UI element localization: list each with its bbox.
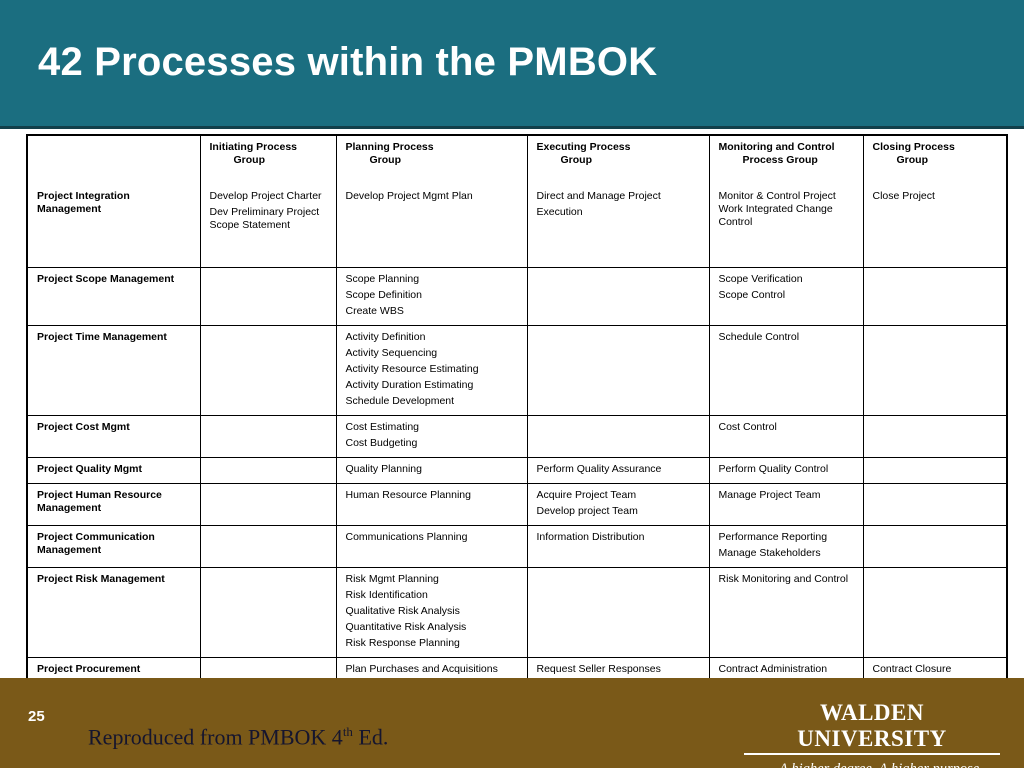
process-cell-initiating <box>200 185 336 267</box>
process-item: Close Project <box>872 190 935 202</box>
process-cell-monitoring <box>709 415 863 457</box>
header-divider <box>0 126 1024 129</box>
process-cell-planning <box>336 525 527 567</box>
process-item: Risk Mgmt Planning <box>345 572 439 585</box>
knowledge-area-cell: Project Human Resource Management <box>28 483 200 525</box>
process-item: Develop Project Mgmt Plan <box>345 190 473 202</box>
process-item: Schedule Development <box>345 394 455 407</box>
table-body <box>28 185 1008 712</box>
header-cell-initiating <box>200 136 336 185</box>
process-item: Cost Estimating <box>345 420 420 433</box>
process-cell-executing <box>527 483 709 525</box>
process-cell-planning <box>336 483 527 525</box>
table-row <box>28 525 1008 567</box>
process-item: Schedule Control <box>718 330 800 343</box>
process-item: Quantitative Risk Analysis <box>345 620 467 633</box>
table-row <box>28 415 1008 457</box>
process-cell-executing <box>527 185 709 267</box>
table-row <box>28 267 1008 325</box>
process-item: Plan Purchases and Acquisitions <box>345 662 498 675</box>
walden-university-logo <box>744 700 1000 778</box>
process-cell-monitoring <box>709 185 863 267</box>
header-line: Group <box>369 154 401 166</box>
page-number: 25 <box>28 708 45 725</box>
process-item: Direct and Manage Project <box>536 190 661 202</box>
header-line: Process Group <box>742 154 818 166</box>
process-cell-closing <box>863 483 1008 525</box>
process-item: Develop Project Charter <box>209 190 322 202</box>
process-table-container <box>26 134 1008 714</box>
process-item: Perform Quality Assurance <box>536 462 662 475</box>
process-cell-monitoring <box>709 457 863 483</box>
process-item: Risk Response Planning <box>345 636 460 649</box>
process-item: Performance Reporting <box>718 530 828 543</box>
process-item: Contract Closure <box>872 662 952 675</box>
process-cell-monitoring <box>709 525 863 567</box>
process-cell-planning <box>336 325 527 415</box>
process-cell-monitoring <box>709 567 863 657</box>
header-cell-monitoring <box>709 136 863 185</box>
knowledge-area-cell: Project Integration Management <box>28 185 200 267</box>
process-cell-executing <box>527 267 709 325</box>
process-cell-closing <box>863 267 1008 325</box>
process-cell-closing <box>863 415 1008 457</box>
knowledge-area-cell: Project Cost Mgmt <box>28 415 200 457</box>
knowledge-area-cell: Project Time Management <box>28 325 200 415</box>
table-row <box>28 483 1008 525</box>
process-item: Create WBS <box>345 304 404 317</box>
header-cell-planning <box>336 136 527 185</box>
process-item: Activity Sequencing <box>345 346 438 359</box>
process-item: Perform Quality Control <box>718 462 829 475</box>
process-item: Monitor & Control Project Work Integrated Change Control <box>718 190 836 228</box>
header-line: Monitoring and Control <box>718 141 835 153</box>
process-item: Contract Administration <box>718 662 828 675</box>
process-item: Scope Control <box>718 288 786 301</box>
process-item: Cost Budgeting <box>345 436 418 449</box>
slide-title: 42 Processes within the PMBOK <box>38 40 658 84</box>
process-item: Dev Preliminary Project Scope Statement <box>209 206 320 231</box>
credit-text: Reproduced from PMBOK 4 <box>88 724 343 750</box>
process-item: Cost Control <box>718 420 777 433</box>
process-cell-executing <box>527 325 709 415</box>
header-line: Closing Process <box>872 141 955 153</box>
process-cell-planning <box>336 457 527 483</box>
process-item: Communications Planning <box>345 530 468 543</box>
process-cell-planning <box>336 567 527 657</box>
knowledge-area-cell: Project Communication Management <box>28 525 200 567</box>
process-item: Human Resource Planning <box>345 488 471 501</box>
knowledge-area-cell: Project Quality Mgmt <box>28 457 200 483</box>
table-header-row <box>28 136 1008 185</box>
process-item: Activity Definition <box>345 330 426 343</box>
process-cell-initiating <box>200 457 336 483</box>
header-cell-executing <box>527 136 709 185</box>
process-item: Manage Stakeholders <box>718 546 821 559</box>
table-row <box>28 185 1008 267</box>
process-item: Scope Definition <box>345 288 422 301</box>
header-line: Initiating Process <box>209 141 298 153</box>
process-cell-planning <box>336 185 527 267</box>
process-item: Develop project Team <box>536 504 638 517</box>
logo-tagline: A higher degree. A higher purpose. <box>779 761 983 777</box>
process-cell-initiating <box>200 267 336 325</box>
process-item: Scope Verification <box>718 272 803 285</box>
process-item: Execution <box>536 206 583 218</box>
process-item: Manage Project Team <box>718 488 821 501</box>
process-cell-closing <box>863 325 1008 415</box>
process-table <box>28 136 1008 712</box>
process-item: Acquire Project Team <box>536 488 637 501</box>
process-cell-closing <box>863 185 1008 267</box>
header-line: Group <box>233 154 265 166</box>
process-cell-executing <box>527 525 709 567</box>
header-line: Group <box>560 154 592 166</box>
process-item: Risk Identification <box>345 588 428 601</box>
credit-superscript: th <box>342 724 353 739</box>
knowledge-area-cell: Project Risk Management <box>28 567 200 657</box>
process-item: Request Seller Responses <box>536 662 661 675</box>
header-cell-closing <box>863 136 1008 185</box>
header-cell-corner <box>28 136 200 185</box>
process-cell-initiating <box>200 415 336 457</box>
process-cell-closing <box>863 567 1008 657</box>
header-line: Executing Process <box>536 141 631 153</box>
process-cell-planning <box>336 267 527 325</box>
table-row <box>28 325 1008 415</box>
table-row <box>28 457 1008 483</box>
process-cell-executing <box>527 457 709 483</box>
process-cell-initiating <box>200 483 336 525</box>
credit-text-end: Ed. <box>352 724 389 750</box>
process-cell-monitoring <box>709 483 863 525</box>
process-item: Quality Planning <box>345 462 422 475</box>
process-cell-initiating <box>200 525 336 567</box>
header-line: Planning Process <box>345 141 434 153</box>
process-item: Activity Duration Estimating <box>345 378 474 391</box>
process-item: Scope Planning <box>345 272 420 285</box>
process-cell-planning <box>336 415 527 457</box>
process-cell-closing <box>863 525 1008 567</box>
process-item: Qualitative Risk Analysis <box>345 604 460 617</box>
logo-name: WALDEN UNIVERSITY <box>744 700 1000 755</box>
process-cell-initiating <box>200 325 336 415</box>
table-row <box>28 567 1008 657</box>
process-item: Activity Resource Estimating <box>345 362 479 375</box>
process-cell-closing <box>863 457 1008 483</box>
credit-line <box>88 724 388 750</box>
knowledge-area-cell: Project Scope Management <box>28 267 200 325</box>
knowledge-area-cell: Project Procurement <box>28 657 200 712</box>
process-item: Risk Monitoring and Control <box>718 572 849 585</box>
process-cell-monitoring <box>709 267 863 325</box>
process-cell-executing <box>527 567 709 657</box>
process-cell-executing <box>527 415 709 457</box>
process-item: Information Distribution <box>536 530 645 543</box>
process-cell-monitoring <box>709 325 863 415</box>
header-line: Group <box>896 154 928 166</box>
process-cell-initiating <box>200 567 336 657</box>
